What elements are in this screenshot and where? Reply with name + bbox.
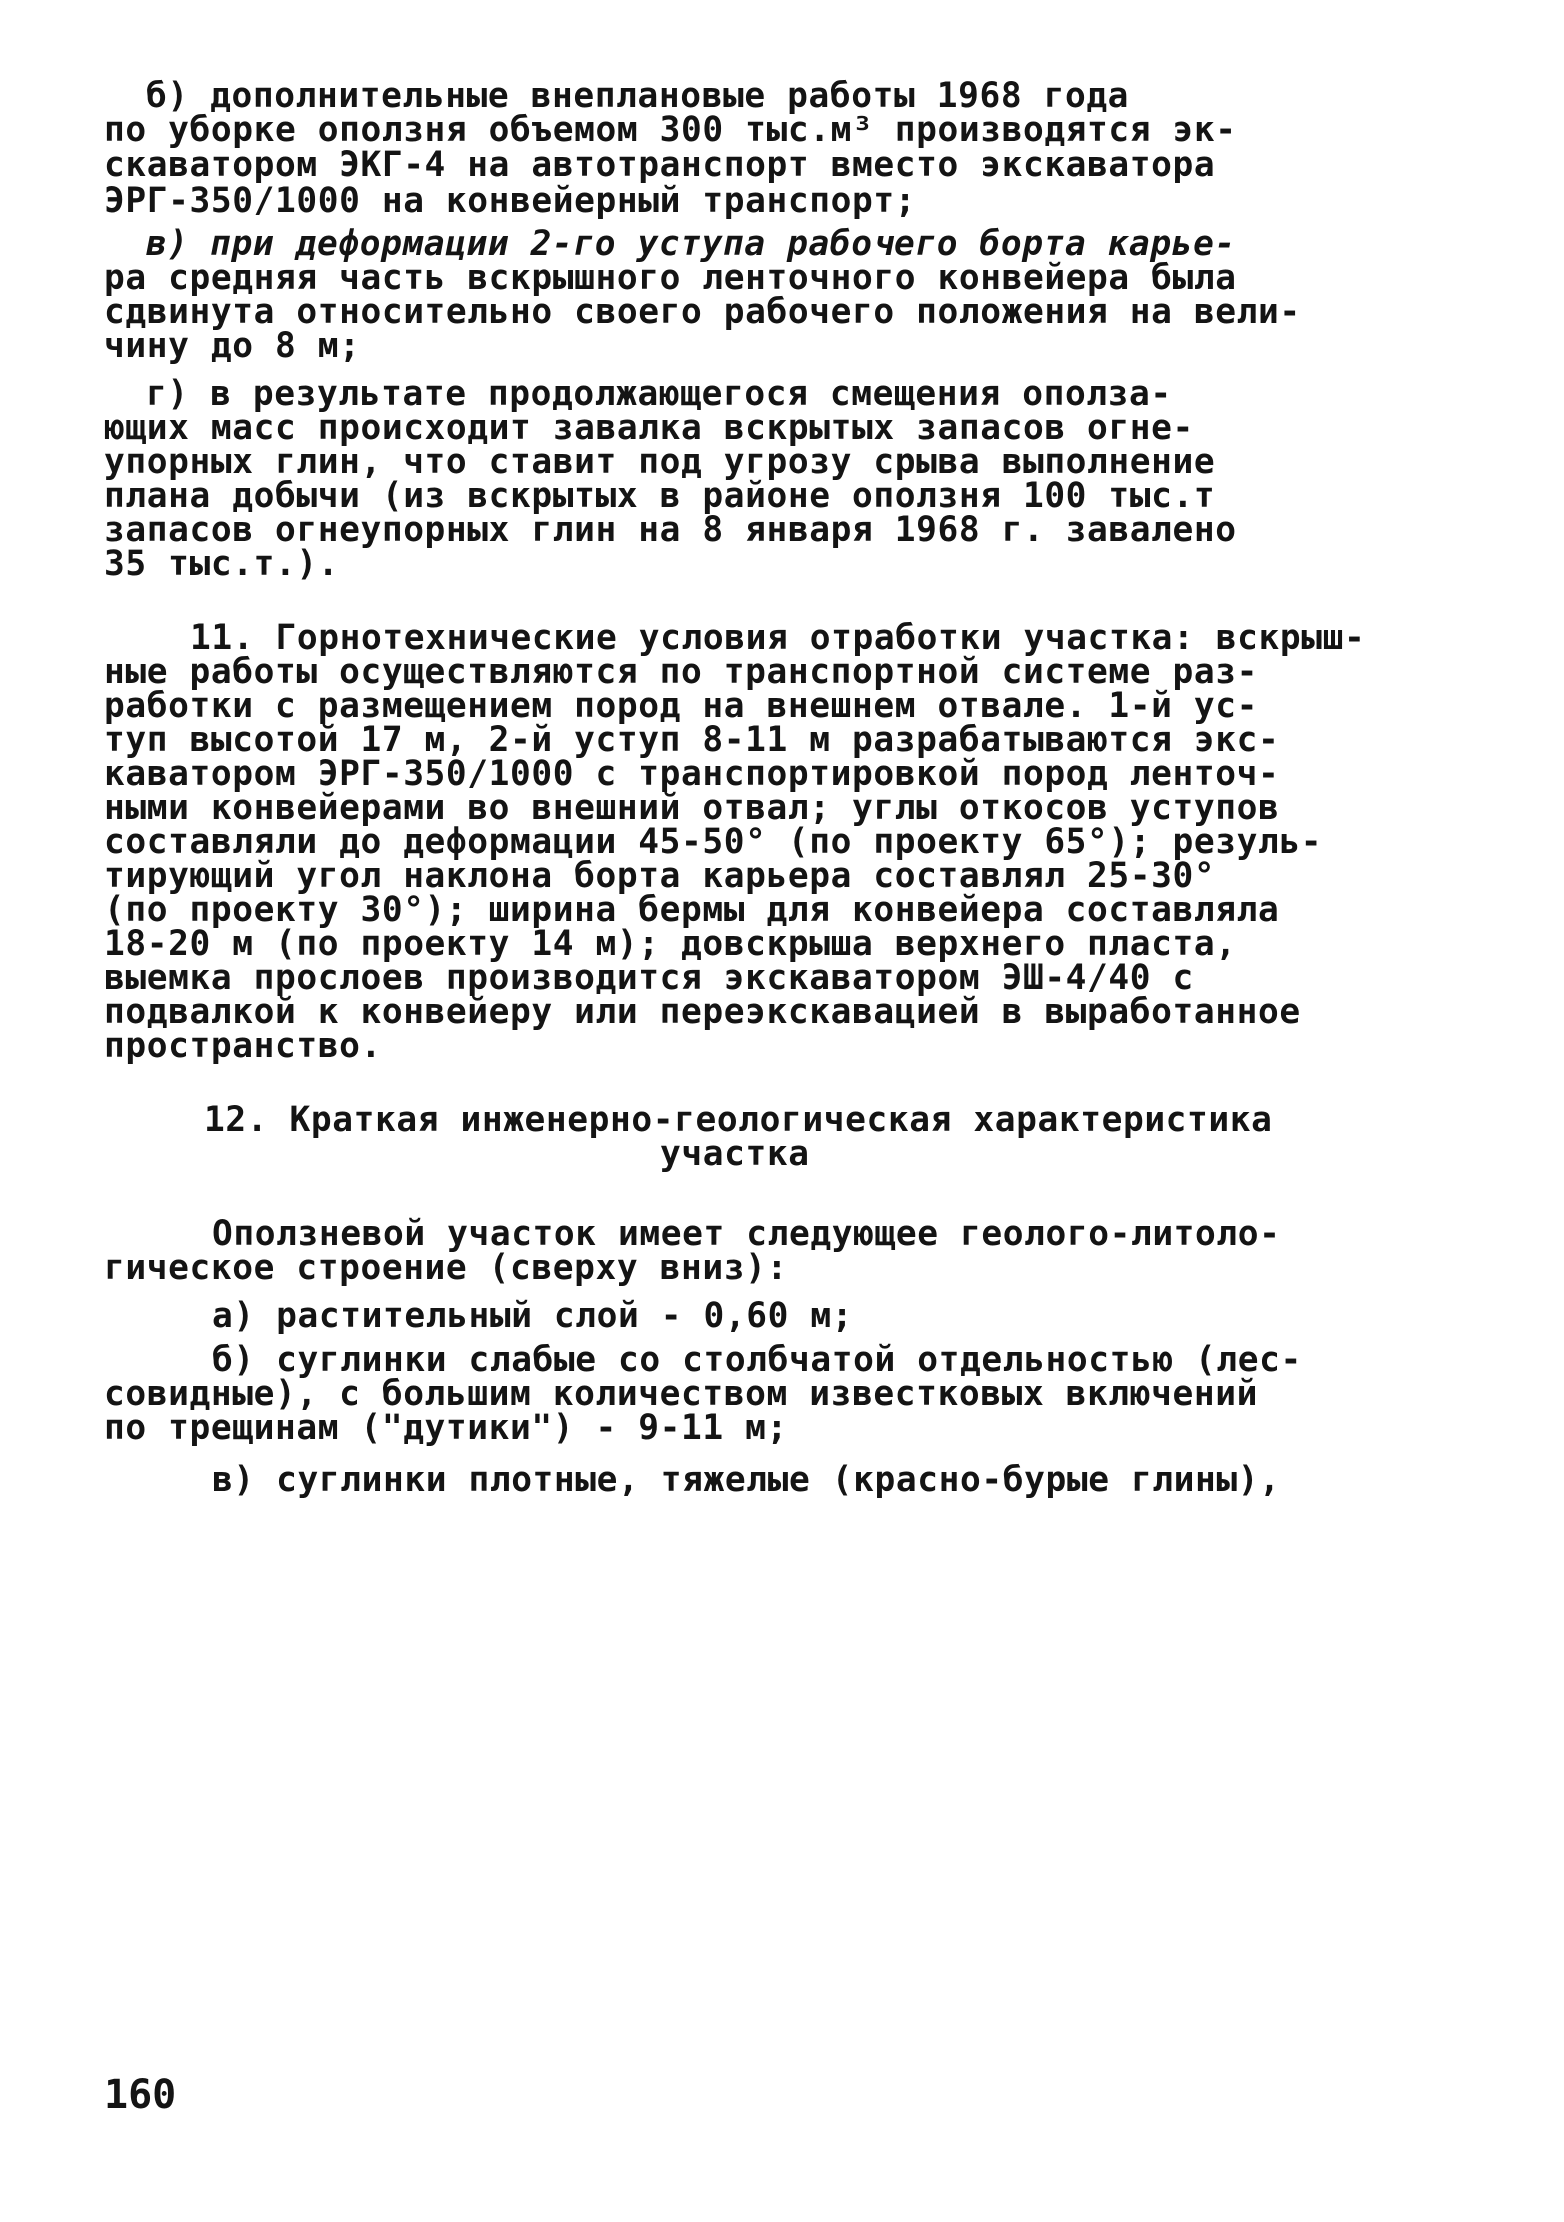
text-line: скаватором ЭКГ-4 на автотранспорт вместо экскаватора bbox=[104, 145, 1216, 185]
text-line: тирующий угол наклона борта карьера составлял 25-30° bbox=[104, 856, 1216, 896]
text-line: пространство. bbox=[104, 1026, 382, 1066]
section-heading: участка bbox=[660, 1134, 810, 1174]
text-line: 35 тыс.т.). bbox=[104, 544, 340, 584]
section-heading: 12. Краткая инженерно-геологическая характеристика bbox=[204, 1100, 1273, 1140]
text-line: по трещинам ("дутики") - 9-11 м; bbox=[104, 1408, 788, 1448]
text-line: каватором ЭРГ-350/1000 с транспортировкой пород ленточ- bbox=[104, 754, 1280, 794]
text-line: туп высотой 17 м, 2-й уступ 8-11 м разрабатываются экс- bbox=[104, 720, 1280, 760]
text-line: плана добычи (из вскрытых в районе оползня 100 тыс.т bbox=[104, 476, 1216, 516]
text-line: по уборке оползня объемом 300 тыс.м³ производятся эк- bbox=[104, 110, 1237, 150]
text-line: г) в результате продолжающегося смещения ополза- bbox=[146, 374, 1172, 414]
text-line: (по проекту 30°); ширина бермы для конвейера составляла bbox=[104, 890, 1280, 930]
text-line: работки с размещением пород на внешнем отвале. 1-й ус- bbox=[104, 686, 1259, 726]
text-line: в) при деформации 2-го уступа рабочего борта карье- bbox=[146, 224, 1236, 264]
text-line: гическое строение (сверху вниз): bbox=[104, 1248, 788, 1288]
text-line: совидные), с большим количеством известковых включений bbox=[104, 1374, 1259, 1414]
text-line: б) суглинки слабые со столбчатой отдельностью (лес- bbox=[212, 1340, 1302, 1380]
text-line: упорных глин, что ставит под угрозу срыва выполнение bbox=[104, 442, 1216, 482]
text-line: подвалкой к конвейеру или переэкскавацией в выработанное bbox=[104, 992, 1301, 1032]
text-line: в) суглинки плотные, тяжелые (красно-бурые глины), bbox=[212, 1460, 1281, 1500]
text-line: составляли до деформации 45-50° (по проекту 65°); резуль- bbox=[104, 822, 1323, 862]
text-line: ными конвейерами во внешний отвал; углы откосов уступов bbox=[104, 788, 1280, 828]
text-line: ра средняя часть вскрышного ленточного конвейера была bbox=[104, 258, 1237, 298]
text-line: б) дополнительные внеплановые работы 1968 года bbox=[146, 76, 1130, 116]
text-line: ющих масс происходит завалка вскрытых запасов огне- bbox=[104, 408, 1194, 448]
page-number: 160 bbox=[104, 2072, 177, 2118]
text-line: 11. Горнотехнические условия отработки участка: вскрыш- bbox=[190, 618, 1366, 658]
text-line: ные работы осуществляются по транспортной системе раз- bbox=[104, 652, 1259, 692]
text-line: 18-20 м (по проекту 14 м); довскрыша верхнего пласта, bbox=[104, 924, 1237, 964]
text-line: сдвинута относительно своего рабочего положения на вели- bbox=[104, 292, 1301, 332]
text-line: а) растительный слой - 0,60 м; bbox=[212, 1296, 854, 1336]
text-line: Оползневой участок имеет следующее геолого-литоло- bbox=[212, 1214, 1281, 1254]
text-line: чину до 8 м; bbox=[104, 326, 361, 366]
text-line: выемка прослоев производится экскаватором ЭШ-4/40 с bbox=[104, 958, 1194, 998]
text-line: ЭРГ-350/1000 на конвейерный транспорт; bbox=[104, 181, 917, 221]
text-line: запасов огнеупорных глин на 8 января 1968 г. завалено bbox=[104, 510, 1237, 550]
